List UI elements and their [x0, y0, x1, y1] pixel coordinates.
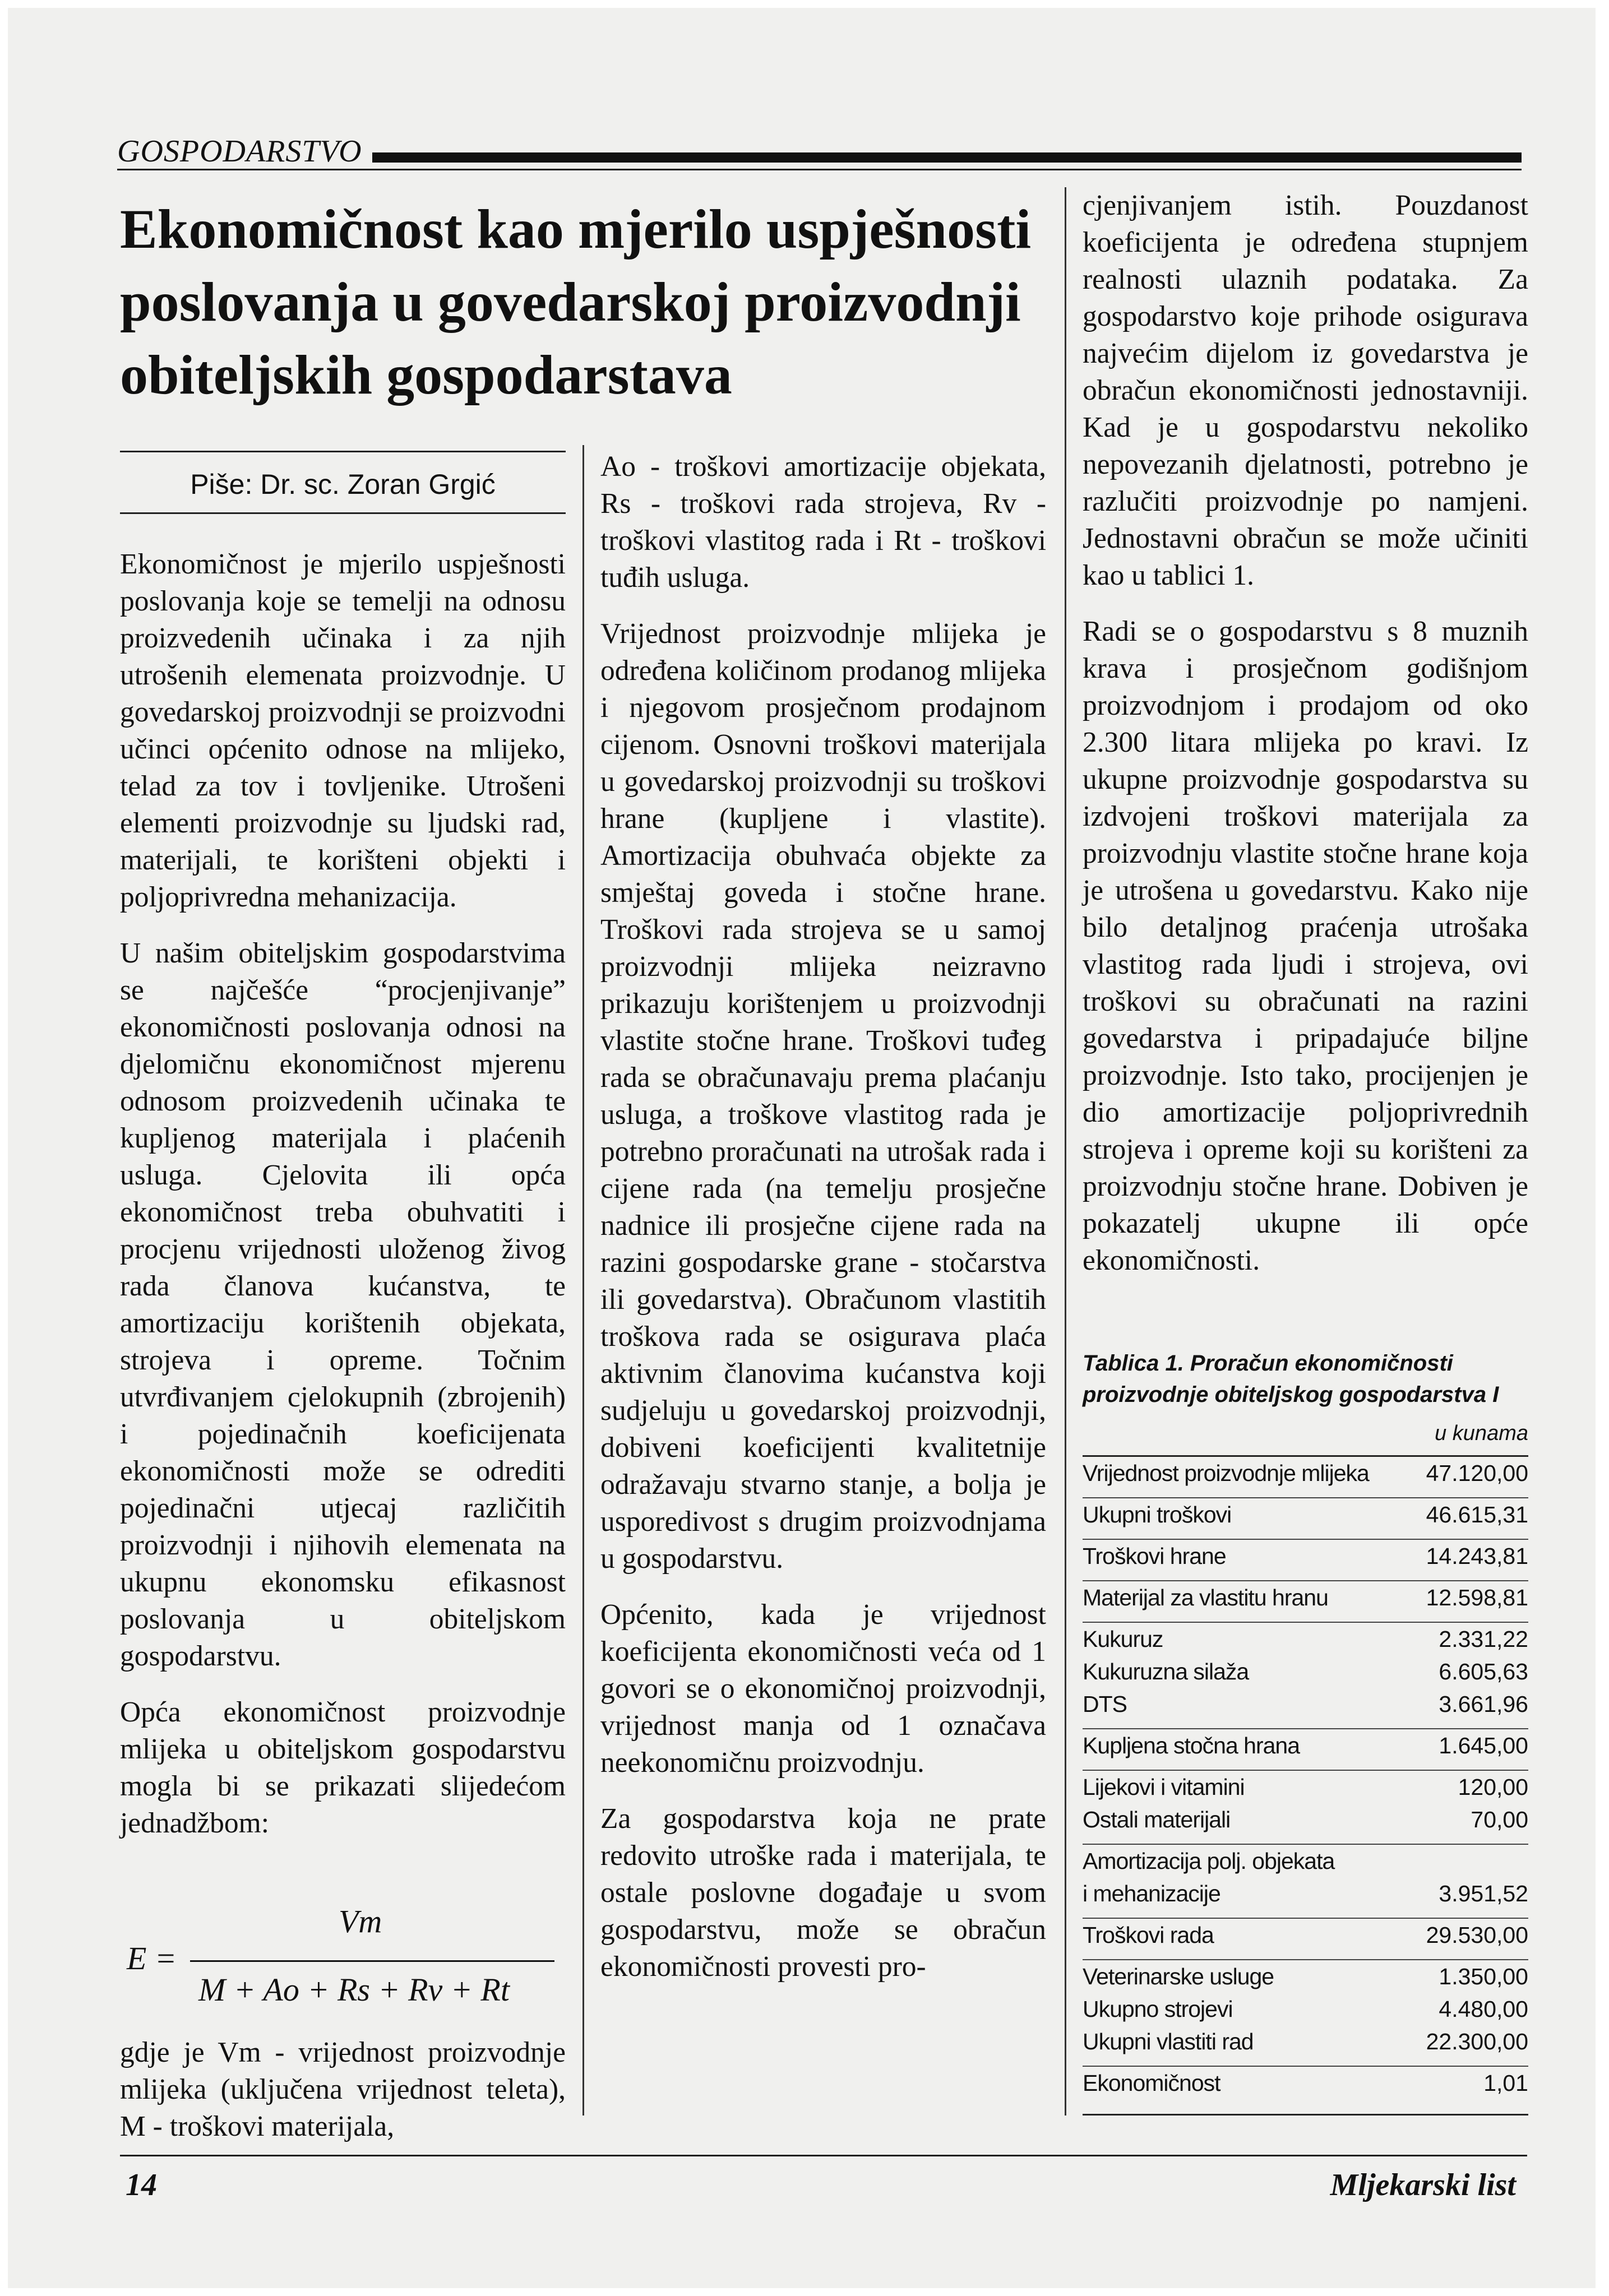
table-row: [1083, 2066, 1528, 2099]
table-row: [1083, 1959, 1528, 1993]
paragraph: Za gospodarstva koja ne prate redovito utroške rada i materijala, te ostale poslovne događaje u svom gospodarstvu, može se obračun ekonomičnosti provesti pro-: [600, 1803, 1046, 1983]
table-row-label: Troškovi hrane: [1083, 1543, 1226, 1569]
table-row: [1083, 1918, 1528, 1951]
table-row-label: Vrijednost proizvodnje mlijeka: [1083, 1460, 1369, 1486]
table-row-value: 1.645,00: [1439, 1733, 1528, 1758]
table-bottom-rule: [1083, 2114, 1528, 2116]
table-row-label: Ukupni troškovi: [1083, 1502, 1232, 1527]
paragraph: Općenito, kada je vrijednost koeficijenta ekonomičnosti veća od 1 govori se o ekonomičnoj proizvodnji, vrijednost manja od 1 označava neekonomičnu proizvodnju.: [600, 1599, 1046, 1779]
table-row-value: 47.120,00: [1426, 1460, 1528, 1486]
column-3: [1083, 187, 1528, 1298]
byline-rule-top: [120, 451, 566, 452]
table-row-value: 22.300,00: [1426, 2029, 1528, 2054]
section-bar: [372, 152, 1522, 163]
table-row-label: Ostali materijali: [1083, 1807, 1231, 1832]
table-row-value: 29.530,00: [1426, 1922, 1528, 1948]
economy-formula: [120, 1902, 566, 2015]
table-row-label: Veterinarske usluge: [1083, 1964, 1274, 1989]
section-name: GOSPODARSTVO: [117, 134, 362, 169]
byline-rule-bottom: [120, 512, 566, 514]
table-row-value: 70,00: [1471, 1807, 1528, 1832]
paragraph: Radi se o gospodarstvu s 8 muznih krava i prosječnom godišnjom proizvodnjom i prodajom od oko 2.300 litara mlijeka po kravi. Iz ukupne proizvodnje gospodarstva su izdvojeni troškovi materijala za proizvodnju vlastite stočne hrane koja je utrošena u govedarstvu. Kako nije bilo detaljnog praćenja utrošaka vlastitog rada ljudi i strojeva, ovi troškovi su obračunati na razini govedarstva i pripadajuće biljne proizvodnje. Isto tako, procijenjen je dio amortizacije poljoprivrednih strojeva i opreme koji su korišteni za proizvodnju stočne hrane. Dobiven je pokazatelj ukupne ili opće ekonomičnosti.: [1083, 615, 1528, 1276]
table-row-label: Ekonomičnost: [1083, 2070, 1220, 2096]
table-row-value: 46.615,31: [1426, 1502, 1528, 1527]
article-title: Ekonomičnost kao mjerilo uspješnosti poslovanja u govedarskoj proizvodnji obiteljskih gospodarstava: [120, 198, 1032, 406]
table-row: [1083, 1844, 1528, 1910]
table-row-label: Lijekovi i vitamini: [1083, 1774, 1245, 1800]
paragraph: cjenjivanjem istih. Pouzdanost koeficijenta je određena stupnjem realnosti ulaznih podataka. Za gospodarstvo koje prihode osigurava najvećim dijelom iz govedarstva je obračun ekonomičnosti jednostavniji. Kad je u gospodarstvu nekoliko nepovezanih djelatnosti, potrebno je razlučiti proizvodnje po namjeni. Jednostavni obračun se može učiniti kao u tablici 1.: [1083, 189, 1528, 591]
formula-denominator: M + Ao + Rs + Rv + Rt: [198, 1971, 510, 2008]
table-row-label: Amortizacija polj. objekata i mehanizacije: [1083, 1848, 1335, 1906]
table-row-value: 3.951,52: [1439, 1881, 1528, 1906]
table-row: [1083, 1457, 1528, 1489]
column-divider-2: [1065, 187, 1066, 2116]
table-row: [1083, 1622, 1528, 1655]
paragraph: gdje je Vm - vrijednost proizvodnje mlijeka (uključena vrijednost teleta), M - troškovi materijala,: [120, 2036, 566, 2142]
table-row-label: Kupljena stočna hrana: [1083, 1733, 1300, 1758]
table-row: [1083, 1803, 1528, 1836]
table-row-value: 4.480,00: [1439, 1996, 1528, 2022]
author-byline: Piše: Dr. sc. Zoran Grgić: [190, 469, 496, 500]
table-row-value: 3.661,96: [1439, 1691, 1528, 1717]
table-row-label: DTS: [1083, 1691, 1127, 1717]
fraction-bar: [190, 1960, 554, 1962]
table-row-value: 1,01: [1483, 2070, 1528, 2096]
footer-rule: [120, 2155, 1527, 2156]
table-row-value: 1.350,00: [1439, 1964, 1528, 1989]
cost-table: [1083, 1455, 1528, 2116]
table-row-label: Kukuruz: [1083, 1626, 1163, 1652]
paragraph: Opća ekonomičnost proizvodnje mlijeka u obiteljskom gospodarstvu mogla bi se prikazati slijedećom jednadžbom:: [120, 1696, 566, 1839]
table-row-value: 2.331,22: [1439, 1626, 1528, 1652]
table-row-label: Ukupno strojevi: [1083, 1996, 1233, 2022]
header-rule: [117, 169, 1522, 170]
column-2: [600, 448, 1046, 2005]
table-row-value: 12.598,81: [1426, 1585, 1528, 1610]
journal-name: Mljekarski list: [1330, 2168, 1516, 2202]
table-row-label: Materijal za vlastitu hranu: [1083, 1585, 1328, 1610]
table-row-value: 120,00: [1458, 1774, 1528, 1800]
table-row: [1083, 2025, 1528, 2058]
column-divider-1: [582, 445, 584, 2116]
table-row: [1083, 1655, 1528, 1688]
formula-lhs: E =: [127, 1940, 177, 1976]
table-row-label: Ukupni vlastiti rad: [1083, 2029, 1254, 2054]
paragraph: U našim obiteljskim gospodarstvima se najčešće “procjenjivanje” ekonomičnosti poslovanja odnosi na djelomičnu ekonomičnost mjerenu odnosom proizvedenih učinaka te kupljenog materijala i plaćenih usluga. Cjelovita ili opća ekonomičnost treba obuhvatiti i procjenu vrijednosti uloženog živog rada članova kućanstva, te amortizaciju korištenih objekata, strojeva i opreme. Točnim utvrđivanjem cjelokupnih (zbrojenih) i pojedinačnih koeficijenata ekonomičnosti može se odrediti pojedinačni utjecaj različitih proizvodnji i njihovih elemenata na ukupnu ekonomsku efikasnost poslovanja u obiteljskom gospodarstvu.: [120, 937, 566, 1672]
table-row: [1083, 1688, 1528, 1720]
paragraph: Ekonomičnost je mjerilo uspješnosti poslovanja koje se temelji na odnosu proizvedenih učinaka i za njih utrošenih elemenata proizvodnje. U govedarskoj proizvodnji se proizvodni učinci općenito odnose na mlijeko, telad za tov i tovljenike. Utrošeni elementi proizvodnje su ljudski rad, materijali, te korišteni objekti i poljoprivredna mehanizacija.: [120, 548, 566, 913]
table-row-label: Troškovi rada: [1083, 1922, 1214, 1948]
table-row: [1083, 1497, 1528, 1531]
paragraph: Vrijednost proizvodnje mlijeka je određena količinom prodanog mlijeka i njegovom prosječnom prodajnom cijenom. Osnovni troškovi materijala u govedarskoj proizvodnji su troškovi hrane (kupljene i vlastite). Amortizacija obuhvaća objekte za smještaj goveda i stočne hrane. Troškovi rada strojeva se u samoj proizvodnji mlijeka neizravno prikazuju korištenjem u proizvodnji vlastite stočne hrane. Troškovi tuđeg rada se obračunavaju prema plaćanju usluga, a troškove vlastitog rada je potrebno proračunati na utrošak rada i cijene rada (na temelju prosječne nadnice ili prosječne cijene rada na razini gospodarske grane - stočarstva ili govedarstva). Obračunom vlastitih troškova rada se osigurava plaća aktivnim članovima kućanstva koji sudjeluju u govedarskoj proizvodnji, dobiveni koeficijenti kvalitetnije odražavaju stvarno stanje, a bolja je usporedivost s drugim proizvodnjama u gospodarstvu.: [600, 618, 1046, 1575]
table-row-value: 14.243,81: [1426, 1543, 1528, 1569]
table-row: [1083, 1770, 1528, 1803]
table-caption: Tablica 1. Proračun ekonomičnosti proizvodnje obiteljskog gospodarstva I: [1083, 1351, 1499, 1407]
journal-page: [8, 8, 1596, 2288]
table-row: [1083, 1539, 1528, 1572]
column-1: [120, 546, 566, 1861]
formula-numerator: Vm: [339, 1903, 382, 1939]
page-number: 14: [126, 2168, 157, 2202]
table-unit: u kunama: [1435, 1422, 1528, 1445]
table-row: [1083, 1728, 1528, 1762]
table-row-label: Kukuruzna silaža: [1083, 1659, 1249, 1684]
table-row: [1083, 1993, 1528, 2025]
section-header: [117, 128, 1522, 167]
table-row-value: 6.605,63: [1439, 1659, 1528, 1684]
column-1-continued: [120, 2034, 566, 2164]
paragraph: Ao - troškovi amortizacije objekata, Rs - troškovi rada strojeva, Rv - troškovi vlastitog rada i Rt - troškovi tuđih usluga.: [600, 451, 1046, 594]
table-row: [1083, 1580, 1528, 1614]
